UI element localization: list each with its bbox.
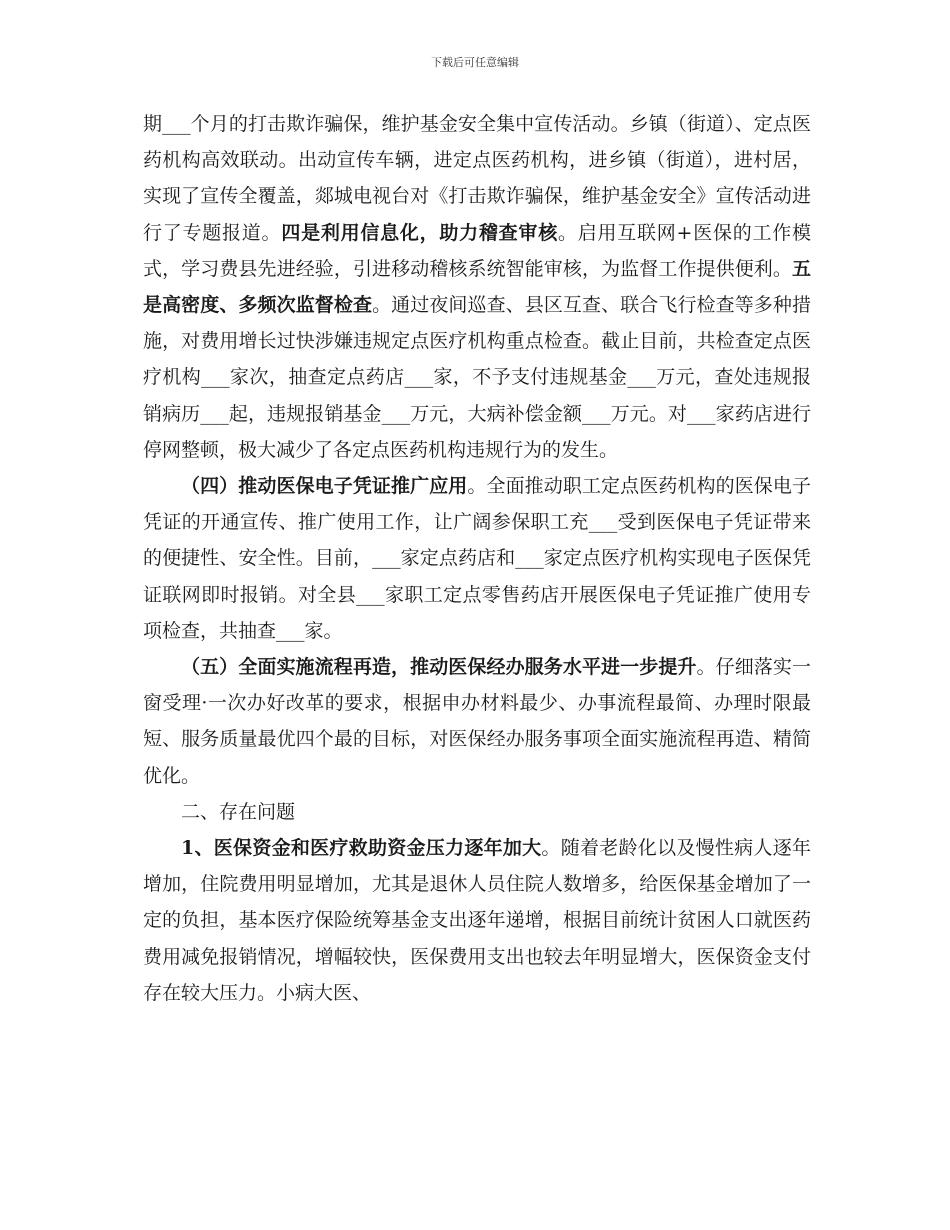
page-header: 下载后可任意编辑 — [431, 56, 519, 69]
paragraph-fraud-campaign — [143, 106, 811, 468]
document-body — [143, 106, 811, 1011]
section-title-problems: 二、存在问题 — [181, 800, 296, 823]
section-heading-5: （五）全面实施流程再造，推动医保经办服务水平进一步提升 — [181, 656, 697, 679]
section-heading-4: （四）推动医保电子凭证推广应用 — [181, 475, 468, 498]
text-run: 。仔细落实一窗受理·一次办好改革的要求，根据申办材料最少、办事流程最简、办理时限最短、服务质量最优四个最的目标，对医保经办服务事项全面实施流程再造、精简优化。 — [143, 656, 811, 787]
bold-heading-informatization: 四是利用信息化，助力稽查审核 — [281, 221, 558, 244]
bold-heading-inspection: 五是高密度、多频次监督检查 — [143, 257, 811, 317]
text-run: 期___个月的打击欺诈骗保，维护基金安全集中宣传活动。乡镇（街道）、定点医药机构高效联动。出动宣传车辆，进定点医药机构，进乡镇（街道），进村居，实现了宣传全覆盖，郯城电视台对《打击欺诈骗保，维护基金安全》宣传活动进行了专题报道。 — [143, 113, 811, 244]
text-run: 。启用互联网+医保的工作模式，学习费县先进经验，引进移动稽核系统智能审核，为监督工作提供便利。 — [143, 221, 811, 280]
paragraph-fund-pressure — [143, 830, 811, 1011]
text-run: 。随着老龄化以及慢性病人逐年增加，住院费用明显增加，尤其是退休人员住院人数增多，给医保基金增加了一定的负担，基本医疗保险统筹基金支出逐年递增，根据目前统计贫困人口就医药费用减免报销情况，增幅较快，医保费用支出也较去年明显增大，医保资金支付存在较大压力。小病大医、 — [143, 837, 811, 1004]
paragraph-process-reengineering — [143, 649, 811, 794]
text-run: 。通过夜间巡查、县区互查、联合飞行检查等多种措施，对费用增长过快涉嫌违规定点医疗机构重点检查。截止目前，共检查定点医疗机构___家次，抽查定点药店___家，不予支付违规基金___万元，查处违规报销病历___起，违规报销基金___万元，大病补偿金额___万元。对___家药店进行停网整顿，极大减少了各定点医药机构违规行为的发生。 — [143, 294, 811, 461]
paragraph-e-voucher — [143, 468, 811, 649]
problem-heading-1: 1、医保资金和医疗救助资金压力逐年加大 — [181, 837, 542, 860]
text-run: 。全面推动职工定点医药机构的医保电子凭证的开通宣传、推广使用工作，让广阔参保职工充___受到医保电子凭证带来的便捷性、安全性。目前，___家定点药店和___家定点医疗机构实现电子医保凭证联网即时报销。对全县___家职工定点零售药店开展医保电子凭证推广使用专项检查，共抽查___家。 — [143, 475, 811, 642]
